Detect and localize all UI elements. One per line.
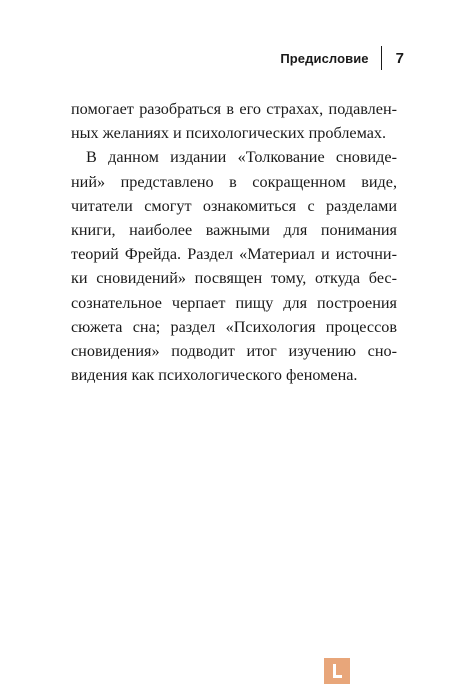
text-line: ний» представлено в сокращенном виде,: [71, 172, 397, 191]
text-line: ки сновидений» посвящен тому, откуда бес-: [71, 269, 397, 288]
litres-logo-icon: [324, 658, 350, 684]
text-line: сюжета сна; раздел «Психология процессов: [71, 317, 397, 336]
chapter-title: Предисловие: [280, 50, 369, 66]
page-number: 7: [395, 49, 404, 67]
text-line: видения как психологического феномена.: [71, 366, 358, 385]
text-line: читатели смогут ознакомиться с разделами: [71, 196, 397, 215]
text-line: теорий Фрейда. Раздел «Материал и источни-: [71, 245, 397, 264]
body-text: [71, 97, 397, 387]
logo-background: [324, 658, 350, 684]
text-line: помогает разобраться в его страхах, подавлен-: [71, 100, 397, 118]
text-line: ных желаниях и психологических проблемах.: [71, 124, 387, 143]
text-line: книги, наиболее важными для понимания: [71, 221, 397, 240]
header-divider: [381, 46, 382, 70]
text-line: сновидения» подводит итог изучению сно-: [71, 342, 397, 361]
text-line: сознательное черпает пищу для построения: [71, 293, 397, 312]
text-line: В данном издании «Толкование сновиде-: [86, 148, 397, 167]
running-header: [280, 46, 404, 70]
